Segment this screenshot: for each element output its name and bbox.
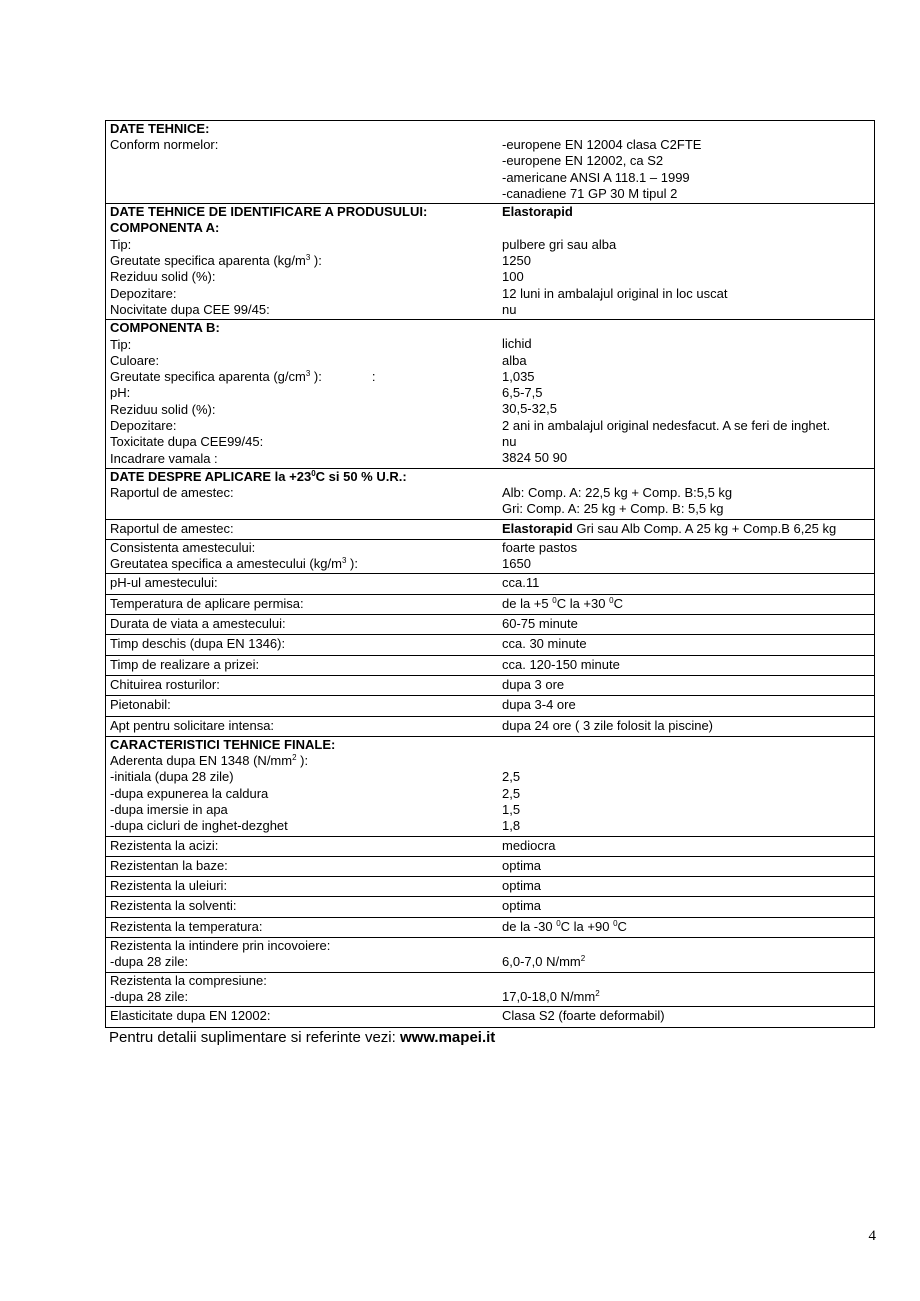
temperatura-aplicare-value: de la +5 $^0$C la +30 $^0$C — [496, 594, 875, 614]
footer-note — [109, 1029, 495, 1046]
solicitare-value: dupa 24 ore ( 3 zile folosit la piscine) — [496, 716, 875, 736]
aplicare-value-cell — [496, 468, 875, 519]
greutate-label: Greutate specifica aparenta ($kg/m^3$ ): — [110, 253, 322, 269]
greutate-amestec-value: 1650 — [502, 556, 531, 572]
raport-value: Gri: Comp. A: 25 kg + Comp. B: 5,5 kg — [502, 501, 724, 517]
depozitare-label: Depozitare: — [110, 418, 177, 434]
aderenta-sub-value: 1,5 — [502, 801, 521, 817]
timp-priza-value: cca. 120-150 minute — [496, 655, 875, 675]
raport-value: Alb: Comp. A: 22,5 kg + Comp. B:5,5 kg — [502, 484, 733, 500]
ph-amestec-label: pH-ul amestecului: — [106, 574, 497, 594]
elasticitate-row — [106, 1007, 875, 1027]
chituire-label: Chituirea rosturilor: — [106, 675, 497, 695]
elasticitate-label: Elasticitate dupa EN 12002: — [106, 1007, 497, 1027]
conform-label: Conform normelor: — [110, 137, 219, 153]
temperatura-aplicare-row — [106, 594, 875, 614]
pietonabil-value: dupa 3-4 ore — [496, 696, 875, 716]
finale-value-cell — [496, 736, 875, 836]
consistenta-value-cell — [496, 539, 875, 574]
consistenta-label: Consistenta amestecului: — [110, 539, 256, 555]
greutate-value: 1,035 — [502, 368, 535, 384]
acizi-label: Rezistenta la acizi: — [106, 836, 497, 856]
aderenta-sub-label: -dupa expunerea la caldura — [110, 785, 269, 801]
incadrare-value: 3824 50 90 — [502, 450, 568, 466]
compresiune-label: Rezistenta la compresiune: — [110, 972, 267, 988]
date-tehnice-label-cell — [106, 121, 497, 204]
durata-row — [106, 615, 875, 635]
compresiune-value: 17,0-18,0 $N/mm^2$ — [502, 988, 600, 1004]
temperatura-rezistenta-row — [106, 917, 875, 937]
raport2-row — [106, 519, 875, 539]
durata-value: 60-75 minute — [496, 615, 875, 635]
chituire-value: dupa 3 ore — [496, 675, 875, 695]
reziduu-value: 30,5-32,5 — [502, 401, 557, 417]
date-tehnice-row — [106, 121, 875, 204]
identificare-row — [106, 204, 875, 320]
greutate-label: Greutate specifica aparenta ($g/cm^3$ ): : — [110, 369, 376, 385]
pietonabil-row — [106, 696, 875, 716]
tip-label: Tip: — [110, 336, 132, 352]
date-tehnice-title: DATE TEHNICE: — [110, 121, 210, 136]
nocivitate-label: Nocivitate dupa CEE 99/45: — [110, 301, 270, 317]
aplicare-row — [106, 468, 875, 519]
timp-priza-row — [106, 655, 875, 675]
solventi-value: optima — [496, 897, 875, 917]
timp-priza-label: Timp de realizare a prizei: — [106, 655, 497, 675]
date-tehnice-value-cell — [496, 121, 875, 204]
acizi-row — [106, 836, 875, 856]
temperatura-aplicare-label: Temperatura de aplicare permisa: — [106, 594, 497, 614]
finale-row — [106, 736, 875, 836]
reziduu-value: 100 — [502, 269, 524, 285]
incovoiere-sub-label: -dupa 28 zile: — [110, 954, 189, 970]
acizi-value: mediocra — [496, 836, 875, 856]
solicitare-row — [106, 716, 875, 736]
identificare-value-cell — [496, 204, 875, 320]
nocivitate-value: nu — [502, 301, 517, 317]
timp-deschis-value: cca. 30 minute — [496, 635, 875, 655]
baze-value: optima — [496, 856, 875, 876]
durata-label: Durata de viata a amestecului: — [106, 615, 497, 635]
toxicitate-label: Toxicitate dupa CEE99/45: — [110, 434, 264, 450]
temperatura-rezistenta-label: Rezistenta la temperatura: — [106, 917, 497, 937]
uleiuri-row — [106, 877, 875, 897]
compresiune-row — [106, 972, 875, 1007]
chituire-row — [106, 675, 875, 695]
componenta-b-title: COMPONENTA B: — [110, 320, 220, 336]
incadrare-label: Incadrare vamala : — [110, 450, 218, 466]
incovoiere-label-cell — [106, 938, 497, 973]
aderenta-sub-label: -initiala (dupa 28 zile) — [110, 769, 234, 785]
norma-item: -europene EN 12002, ca S2 — [502, 153, 664, 169]
footer-text: Pentru detalii suplimentare si referinte vezi: — [109, 1029, 400, 1046]
norma-item: -europene EN 12004 clasa C2FTE — [502, 137, 702, 152]
ph-value: 6,5-7,5 — [502, 385, 543, 401]
incovoiere-value: 6,0-7,0 $N/mm^2$ — [502, 954, 586, 970]
compresiune-label-cell — [106, 972, 497, 1007]
componenta-b-value-cell — [496, 320, 875, 469]
raport2-label: Raportul de amestec: — [106, 519, 497, 539]
technical-data-table — [105, 120, 875, 1028]
product-name: Elastorapid — [502, 204, 573, 220]
finale-label-cell — [106, 736, 497, 836]
reziduu-label: Reziduu solid (%): — [110, 401, 216, 417]
componenta-b-row — [106, 320, 875, 469]
compresiune-value-cell — [496, 972, 875, 1007]
consistenta-value: foarte pastos — [502, 539, 578, 555]
aderenta-sub-value: 2,5 — [502, 769, 521, 785]
website-link[interactable]: www.mapei.it — [399, 1029, 496, 1046]
norma-item: -americane ANSI A 118.1 – 1999 — [502, 169, 690, 185]
greutate-value: 1250 — [502, 253, 531, 269]
reziduu-label: Reziduu solid (%): — [110, 269, 216, 285]
aderenta-sub-value: 1,8 — [502, 818, 521, 834]
identificare-title: DATE TEHNICE DE IDENTIFICARE A PRODUSULUI: — [110, 204, 428, 220]
compresiune-sub-label: -dupa 28 zile: — [110, 988, 189, 1004]
solventi-row — [106, 897, 875, 917]
aderenta-sub-label: -dupa cicluri de inghet-dezghet — [110, 818, 288, 834]
baze-label: Rezistentan la baze: — [106, 856, 497, 876]
solventi-label: Rezistenta la solventi: — [106, 897, 497, 917]
aderenta-sub-label: -dupa imersie in apa — [110, 801, 228, 817]
aplicare-title: DATE DESPRE APLICARE la $+23^0C$ si 50 % U.R.: — [110, 468, 407, 484]
incovoiere-value-cell — [496, 938, 875, 973]
depozitare-label: Depozitare: — [110, 285, 177, 301]
timp-deschis-row — [106, 635, 875, 655]
ph-label: pH: — [110, 385, 131, 401]
solicitare-label: Apt pentru solicitare intensa: — [106, 716, 497, 736]
depozitare-value: 12 luni in ambalajul original in loc uscat — [502, 285, 728, 301]
culoare-value: alba — [502, 352, 527, 368]
aplicare-label-cell — [106, 468, 497, 519]
baze-row — [106, 856, 875, 876]
aderenta-sub-value: 2,5 — [502, 785, 521, 801]
incovoiere-row — [106, 938, 875, 973]
elasticitate-value: Clasa S2 (foarte deformabil) — [496, 1007, 875, 1027]
raport2-value: Elastorapid Gri sau Alb Comp. A 25 kg + Comp.B 6,25 kg — [496, 519, 875, 539]
ph-amestec-row — [106, 574, 875, 594]
tip-value: lichid — [502, 336, 532, 352]
consistenta-row — [106, 539, 875, 574]
norma-item: -canadiene 71 GP 30 M tipul 2 — [502, 185, 678, 201]
timp-deschis-label: Timp deschis (dupa EN 1346): — [106, 635, 497, 655]
uleiuri-label: Rezistenta la uleiuri: — [106, 877, 497, 897]
temperatura-rezistenta-value: de la -30 $^0$C la +90 $^0$C — [496, 917, 875, 937]
tip-label: Tip: — [110, 236, 132, 252]
page-number: 4 — [868, 1228, 876, 1244]
ph-amestec-value: cca.11 — [496, 574, 875, 594]
greutate-amestec-label: Greutatea specifica a amestecului ($kg/m^3$ ): — [110, 556, 358, 572]
componenta-a-title: COMPONENTA A: — [110, 220, 220, 236]
depozitare-value: 2 ani in ambalajul original nedesfacut. A se feri de inghet. — [502, 417, 831, 433]
componenta-b-label-cell — [106, 320, 497, 469]
tip-value: pulbere gri sau alba — [502, 236, 617, 252]
consistenta-label-cell — [106, 539, 497, 574]
culoare-label: Culoare: — [110, 352, 160, 368]
uleiuri-value: optima — [496, 877, 875, 897]
raport-label: Raportul de amestec: — [110, 485, 234, 501]
aderenta-label: Aderenta dupa EN 1348 ($N/mm^2$ ): — [110, 753, 309, 769]
finale-title: CARACTERISTICI TEHNICE FINALE: — [110, 736, 336, 752]
pietonabil-label: Pietonabil: — [106, 696, 497, 716]
incovoiere-label: Rezistenta la intindere prin incovoiere: — [110, 938, 331, 954]
identificare-label-cell — [106, 204, 497, 320]
toxicitate-value: nu — [502, 434, 517, 450]
